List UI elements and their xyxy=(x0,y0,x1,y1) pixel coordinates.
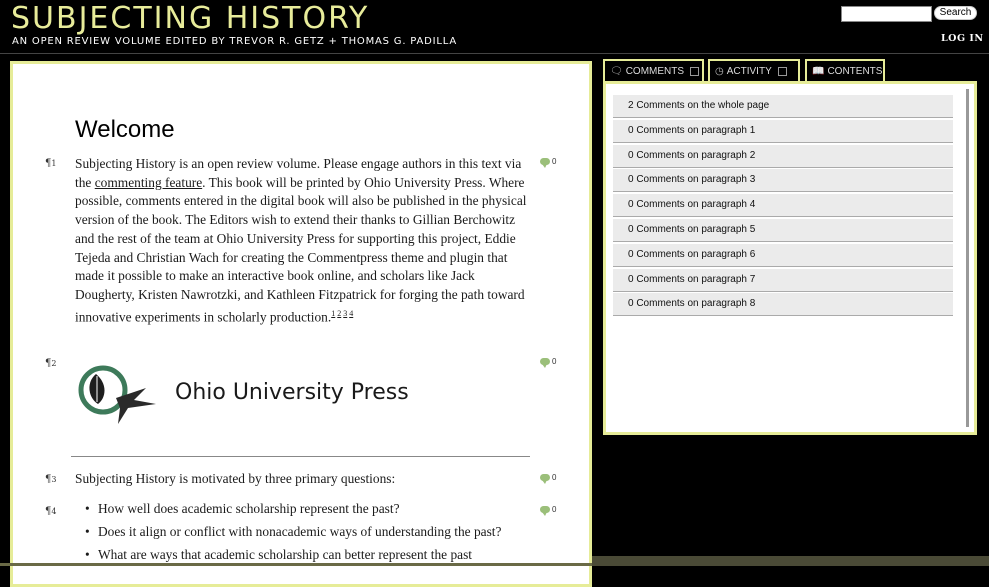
questions-list xyxy=(75,500,545,569)
comments-sidebar xyxy=(603,81,977,435)
comment-summary-item[interactable]: 0 Comments on paragraph 5 xyxy=(613,219,953,242)
footer-strip xyxy=(592,556,989,566)
comment-count: 0 xyxy=(552,357,557,366)
paragraph-1-comment-button[interactable] xyxy=(540,157,556,166)
footnote-link-3[interactable]: 3 xyxy=(343,308,348,318)
paragraph-3: Subjecting History is motivated by three primary questions: xyxy=(75,471,396,486)
page-title: Welcome xyxy=(75,116,175,143)
paragraph-number: 4 xyxy=(51,507,57,516)
tab-label: COMMENTS xyxy=(625,66,685,77)
sidebar-scrollbar[interactable] xyxy=(966,89,969,427)
comment-summary-item[interactable]: 0 Comments on paragraph 4 xyxy=(613,194,953,217)
minimize-icon[interactable] xyxy=(778,67,787,76)
paragraph-number: 1 xyxy=(51,159,57,168)
paragraph-1-text-start: Subjecting History is an open review volume. Please engage authors in this text via the xyxy=(75,156,522,190)
comment-list xyxy=(613,95,953,318)
site-header xyxy=(0,0,989,54)
comment-summary-item[interactable]: 2 Comments on the whole page xyxy=(613,95,953,118)
pilcrow: ¶ xyxy=(45,474,52,485)
footnote-link-2[interactable]: 2 xyxy=(337,308,342,318)
ohio-university-press-logo xyxy=(76,360,409,430)
search-button[interactable]: Search xyxy=(934,6,977,20)
minimize-icon[interactable] xyxy=(690,67,699,76)
paragraph-1 xyxy=(75,155,527,327)
list-item: • How well does academic scholarship represent the past? xyxy=(75,500,545,523)
tab-contents[interactable] xyxy=(805,59,885,81)
comment-summary-item[interactable]: 0 Comments on paragraph 6 xyxy=(613,244,953,267)
paragraph-marker-1[interactable] xyxy=(45,158,56,169)
content-panel xyxy=(10,61,592,587)
footnote-link-4[interactable]: 4 xyxy=(349,308,354,318)
paragraph-number: 2 xyxy=(51,359,57,368)
comment-summary-item[interactable]: 0 Comments on paragraph 2 xyxy=(613,145,953,168)
search-input[interactable] xyxy=(841,6,932,22)
paragraph-marker-3[interactable] xyxy=(45,474,56,485)
paragraph-3-comment-button[interactable] xyxy=(540,473,556,482)
pilcrow: ¶ xyxy=(45,158,52,169)
comment-bubble-icon xyxy=(540,358,550,365)
footnote-link-1[interactable]: 1 xyxy=(331,308,336,318)
paragraph-number: 3 xyxy=(51,475,57,484)
comment-summary-item[interactable]: 0 Comments on paragraph 1 xyxy=(613,120,953,143)
tab-label: CONTENTS xyxy=(827,66,883,77)
site-title[interactable]: SUBJECTING HISTORY xyxy=(11,1,370,36)
comment-count: 0 xyxy=(552,157,557,166)
paragraph-marker-2[interactable] xyxy=(45,358,56,369)
paragraph-1-text-end: . This book will be printed by Ohio University Press. Where possible, comments entered in the digital book will also be published in the physical version of the book. The Editors wish to extend their thanks to Gillian Berchowitz and the rest of the team at Ohio University Press for supporting this project, Eddie Tejeda and Christian Wach for creating the Commentpress theme and plugin that made it possible to make an interactive book online, and scholars like Jack Dougherty, Kristen Nawrotzki, and Kathleen Fitzpatrick for forging the path toward innovative experiments in scholarly production. xyxy=(75,174,527,325)
comment-count: 0 xyxy=(552,473,557,482)
pilcrow: ¶ xyxy=(45,358,52,369)
comment-bubble-icon xyxy=(540,474,550,481)
login-link[interactable]: LOG IN xyxy=(941,33,984,44)
list-item: • Does it align or conflict with nonacademic ways of understanding the past? xyxy=(75,523,545,546)
comment-bubble-icon xyxy=(540,158,550,165)
commenting-feature-link[interactable]: commenting feature xyxy=(94,174,203,190)
clock-icon: ◷ xyxy=(715,66,724,77)
speech-bubble-icon: 🗨 xyxy=(610,66,623,77)
paragraph-2-comment-button[interactable] xyxy=(540,357,556,366)
logo-text: Ohio University Press xyxy=(175,380,409,405)
pilcrow: ¶ xyxy=(45,506,52,517)
list-item: • What are ways that academic scholarship can better represent the past xyxy=(75,546,545,569)
comment-summary-item[interactable]: 0 Comments on paragraph 3 xyxy=(613,169,953,192)
tab-comments[interactable] xyxy=(603,59,704,81)
tab-label: ACTIVITY xyxy=(726,66,772,77)
footnote-links xyxy=(331,309,355,318)
site-tagline: AN OPEN REVIEW VOLUME EDITED BY TREVOR R. GETZ + THOMAS G. PADILLA xyxy=(12,36,457,47)
comment-count: 0 xyxy=(552,505,557,514)
section-divider xyxy=(71,456,530,457)
tab-activity[interactable] xyxy=(708,59,800,81)
paragraph-marker-4[interactable] xyxy=(45,506,56,517)
comment-summary-item[interactable]: 0 Comments on paragraph 8 xyxy=(613,293,953,316)
book-icon: 📖 xyxy=(812,66,825,77)
comment-summary-item[interactable]: 0 Comments on paragraph 7 xyxy=(613,269,953,292)
